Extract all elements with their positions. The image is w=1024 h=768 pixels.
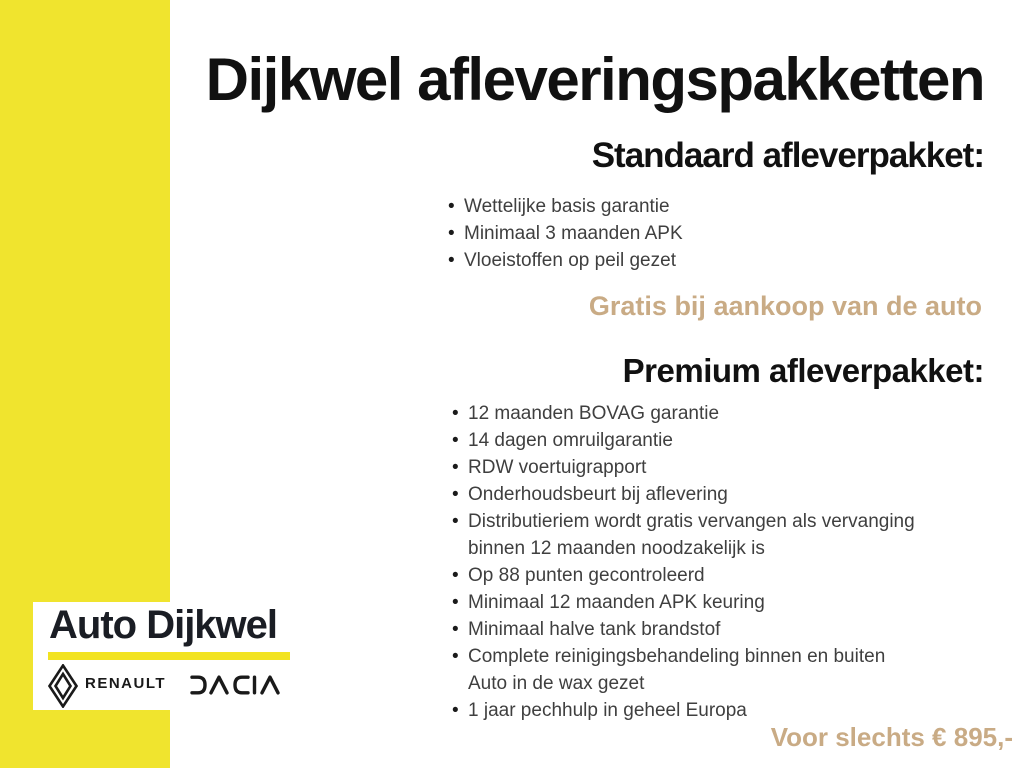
standard-package-list — [448, 193, 683, 274]
list-item — [452, 454, 915, 481]
free-with-purchase-note: Gratis bij aankoop van de auto — [588, 291, 982, 321]
page-title: Dijkwel afleveringspakketten — [205, 46, 984, 113]
bullet-icon: • — [452, 430, 459, 451]
renault-wordmark: RENAULT — [85, 675, 167, 692]
list-item — [448, 220, 683, 247]
renault-diamond-icon — [48, 664, 78, 708]
dealer-logo — [33, 602, 295, 710]
list-item-text: Minimaal halve tank brandstof — [468, 619, 721, 640]
list-item-text: Wettelijke basis garantie — [464, 196, 670, 217]
list-item — [452, 697, 915, 724]
list-item-text-continuation: Auto in de wax gezet — [468, 673, 645, 694]
list-item — [452, 481, 915, 508]
logo-yellow-underline — [48, 652, 290, 660]
list-item — [452, 508, 915, 562]
list-item-text: Op 88 punten gecontroleerd — [468, 565, 705, 586]
bullet-icon: • — [448, 250, 455, 271]
bullet-icon: • — [452, 646, 459, 667]
bullet-icon: • — [448, 196, 455, 217]
list-item — [452, 589, 915, 616]
list-item — [452, 616, 915, 643]
premium-package-list — [452, 400, 915, 724]
list-item-text: Vloeistoffen op peil gezet — [464, 250, 676, 271]
list-item — [448, 193, 683, 220]
list-item-text: Onderhoudsbeurt bij aflevering — [468, 484, 728, 505]
bullet-icon: • — [452, 592, 459, 613]
dacia-wordmark-icon — [190, 674, 292, 696]
dealer-name: Auto Dijkwel — [49, 603, 278, 647]
price-note: Voor slechts € 895,- — [770, 722, 1013, 752]
list-item-text: Minimaal 3 maanden APK — [464, 223, 683, 244]
list-item — [452, 427, 915, 454]
bullet-icon: • — [452, 457, 459, 478]
bullet-icon: • — [452, 619, 459, 640]
bullet-icon: • — [452, 403, 459, 424]
list-item — [452, 643, 915, 697]
bullet-icon: • — [452, 511, 459, 532]
list-item-text: Minimaal 12 maanden APK keuring — [468, 592, 765, 613]
bullet-icon: • — [452, 700, 459, 721]
standard-package-heading: Standaard afleverpakket: — [591, 136, 984, 175]
list-item — [452, 562, 915, 589]
bullet-icon: • — [448, 223, 455, 244]
list-item-text: 14 dagen omruilgarantie — [468, 430, 673, 451]
list-item — [452, 400, 915, 427]
list-item-text-continuation: binnen 12 maanden noodzakelijk is — [468, 538, 765, 559]
list-item-text: Distributieriem wordt gratis vervangen als vervanging — [468, 511, 915, 532]
list-item-text: RDW voertuigrapport — [468, 457, 647, 478]
list-item-text: 1 jaar pechhulp in geheel Europa — [468, 700, 747, 721]
list-item — [448, 247, 683, 274]
bullet-icon: • — [452, 565, 459, 586]
premium-package-heading: Premium afleverpakket: — [622, 352, 984, 389]
list-item-text: 12 maanden BOVAG garantie — [468, 403, 720, 424]
list-item-text: Complete reinigingsbehandeling binnen en buiten — [468, 646, 886, 667]
bullet-icon: • — [452, 484, 459, 505]
